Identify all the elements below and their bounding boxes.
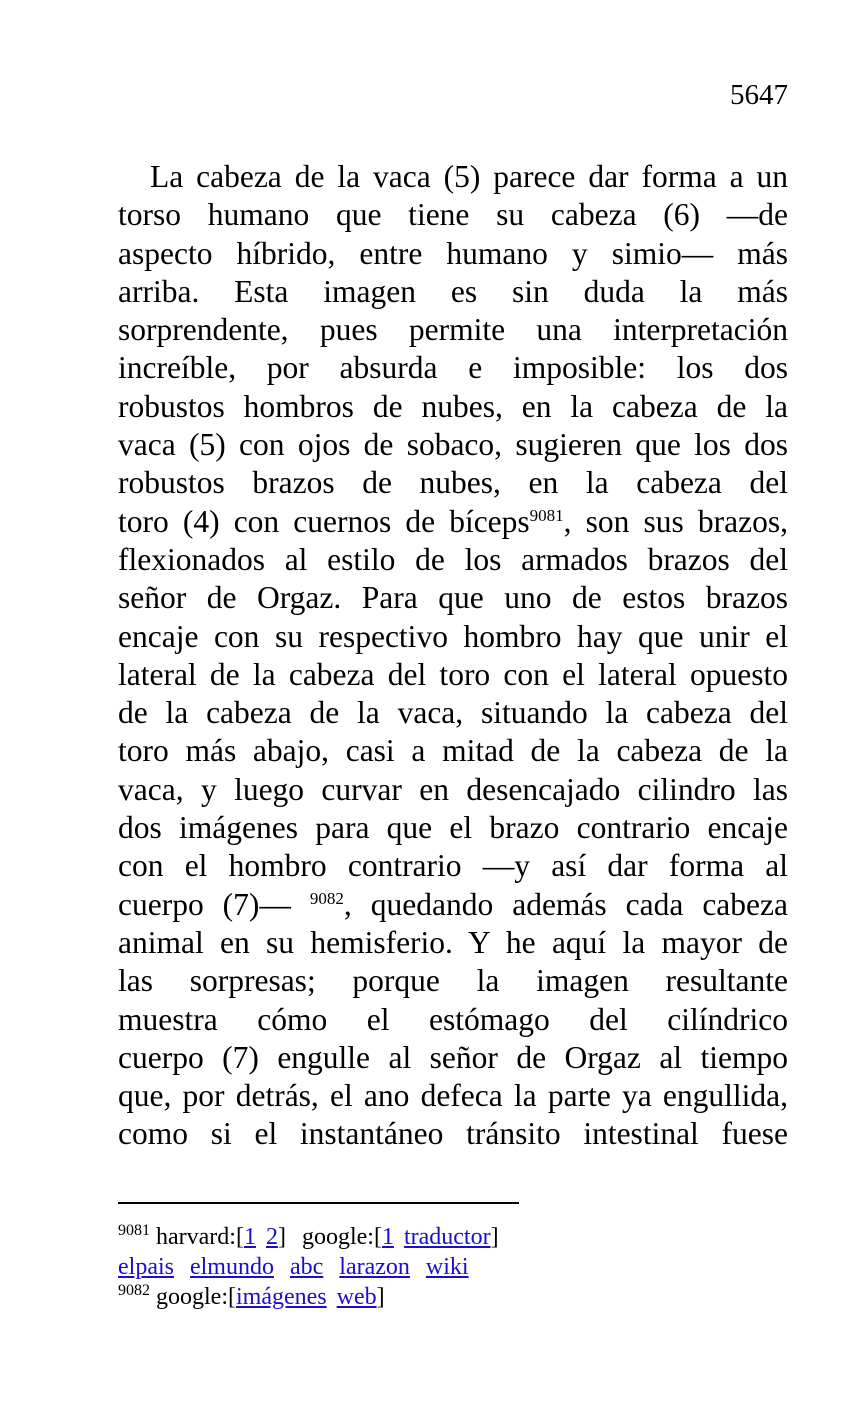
footnote-9081 <box>118 1222 818 1252</box>
page-number: 5647 <box>730 79 788 111</box>
text-line: dos imágenes para que el brazo contrario encaje <box>118 810 788 846</box>
text-segment: , quedando además cada cabeza <box>343 886 788 922</box>
text-line: de la cabeza de la vaca, situando la cabeza del <box>118 695 788 731</box>
text-line: sorprendente, pues permite una interpretación <box>118 312 788 348</box>
text-line: robustos brazos de nubes, en la cabeza del <box>118 465 788 501</box>
bracket-close: ] <box>376 1284 385 1310</box>
elmundo-link[interactable]: elmundo <box>189 1254 274 1280</box>
text-line: las sorpresas; porque la imagen resultante <box>118 963 788 999</box>
text-line: La cabeza de la vaca (5) parece dar forma a un <box>150 159 788 194</box>
harvard-label: harvard:[ <box>156 1224 244 1250</box>
google-images-link[interactable]: imágenes <box>235 1284 327 1310</box>
text-line: arriba. Esta imagen es sin duda la más <box>118 273 788 309</box>
footnote-separator <box>118 1202 519 1204</box>
text-line: toro más abajo, casi a mitad de la cabeza de la <box>118 733 788 769</box>
text-line: flexionados al estilo de los armados brazos del <box>118 541 788 577</box>
text-line-with-note <box>118 503 788 541</box>
footnote-ref-9082[interactable]: 9082 <box>309 888 344 908</box>
text-line: torso humano que tiene su cabeza (6) —de <box>118 197 788 233</box>
larazon-link[interactable]: larazon <box>339 1254 410 1280</box>
text-line-with-note <box>118 886 788 924</box>
google-link-1[interactable]: 1 <box>381 1224 394 1250</box>
google-label: google:[ <box>301 1224 382 1250</box>
text-line: animal en su hemisferio. Y he aquí la mayor de <box>118 924 788 960</box>
bracket-close: ] <box>490 1224 499 1250</box>
footnote-number: 9082 <box>118 1282 150 1299</box>
text-line: robustos hombros de nubes, en la cabeza de la <box>118 388 788 424</box>
harvard-link-2[interactable]: 2 <box>265 1224 278 1250</box>
google-web-link[interactable]: web <box>336 1284 377 1310</box>
footnote-9082 <box>118 1282 818 1312</box>
text-segment: cuerpo (7)— <box>118 886 291 922</box>
text-line: cuerpo (7) engulle al señor de Orgaz al tiempo <box>118 1039 788 1075</box>
abc-link[interactable]: abc <box>289 1254 324 1280</box>
text-line: increíble, por absurda e imposible: los dos <box>118 350 788 386</box>
body-text <box>118 158 788 1154</box>
wiki-link[interactable]: wiki <box>425 1254 469 1280</box>
footnote-ref-9081[interactable]: 9081 <box>529 505 564 525</box>
elpais-link[interactable]: elpais <box>118 1254 174 1280</box>
text-line: señor de Orgaz. Para que uno de estos brazos <box>118 580 788 616</box>
text-line: como si el instantáneo tránsito intestinal fuese <box>118 1116 788 1152</box>
footnotes <box>118 1222 818 1312</box>
footnote-press-links <box>118 1252 818 1282</box>
text-line: vaca (5) con ojos de sobaco, sugieren que los dos <box>118 427 788 463</box>
text-line: lateral de la cabeza del toro con el lateral opuesto <box>118 656 788 692</box>
text-line: muestra cómo el estómago del cilíndrico <box>118 1001 788 1037</box>
bracket-close: ] <box>277 1224 286 1250</box>
text-line: que, por detrás, el ano defeca la parte ya engullida, <box>118 1078 788 1114</box>
harvard-link-1[interactable]: 1 <box>243 1224 256 1250</box>
google-translator-link[interactable]: traductor <box>403 1224 491 1250</box>
text-line: encaje con su respectivo hombro hay que unir el <box>118 618 788 654</box>
text-line: aspecto híbrido, entre humano y simio— más <box>118 235 788 271</box>
footnote-number: 9081 <box>118 1222 150 1239</box>
text-segment: , son sus brazos, <box>563 503 788 539</box>
text-line: con el hombro contrario —y así dar forma al <box>118 848 788 884</box>
google-label: google:[ <box>156 1284 236 1310</box>
text-line: vaca, y luego curvar en desencajado cilindro las <box>118 771 788 807</box>
text-segment: toro (4) con cuernos de bíceps <box>118 503 530 539</box>
